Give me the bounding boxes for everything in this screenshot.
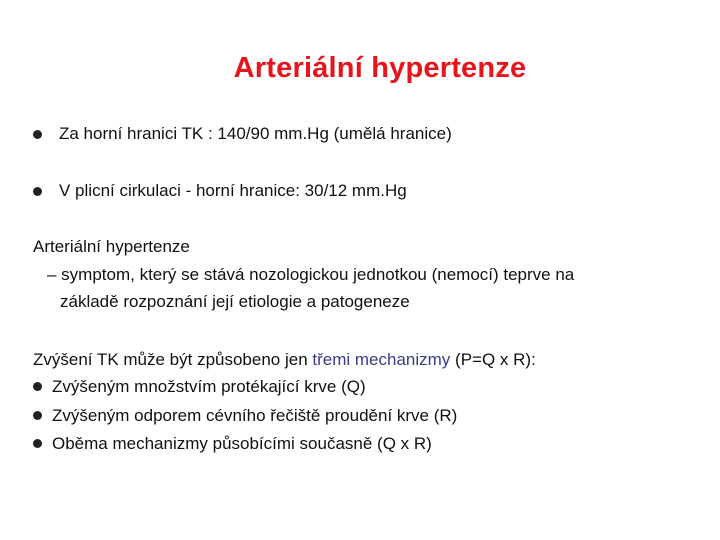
bullet-text: V plicní cirkulaci - horní hranice: 30/12 mm.Hg [59, 181, 407, 200]
slide-title: Arteriální hypertenze [233, 52, 527, 84]
bullet-item [33, 124, 452, 144]
bullet-dot-icon [33, 187, 42, 196]
mechanism-text: Zvýšeným odporem cévního řečiště proudění krve (R) [52, 406, 458, 425]
mechanism-text: Oběma mechanizmy působícími současně (Q x R) [52, 434, 432, 453]
mechanism-item [33, 434, 432, 454]
bullet-dot-icon [33, 130, 42, 139]
mechanisms-intro-start: Zvýšení TK může být způsobeno jen [33, 350, 313, 369]
definition-line-2: základě rozpoznání její etiologie a patogeneze [60, 292, 410, 311]
mechanism-item [33, 406, 457, 426]
bullet-dot-icon [33, 439, 42, 448]
mechanisms-intro [33, 350, 536, 370]
bullet-text: Za horní hranici TK : 140/90 mm.Hg (umělá hranice) [59, 124, 452, 143]
mechanism-text: Zvýšeným množstvím protékající krve (Q) [52, 377, 366, 396]
bullet-dot-icon [33, 382, 42, 391]
definition-term: Arteriální hypertenze [33, 237, 190, 256]
mechanisms-intro-end: (P=Q x R): [450, 350, 536, 369]
definition-line-1: – symptom, který se stává nozologickou jednotkou (nemocí) teprve na [47, 265, 575, 284]
bullet-dot-icon [33, 411, 42, 420]
bullet-item [33, 181, 407, 201]
mechanism-item [33, 377, 366, 397]
mechanisms-intro-highlight: třemi mechanizmy [312, 350, 451, 369]
